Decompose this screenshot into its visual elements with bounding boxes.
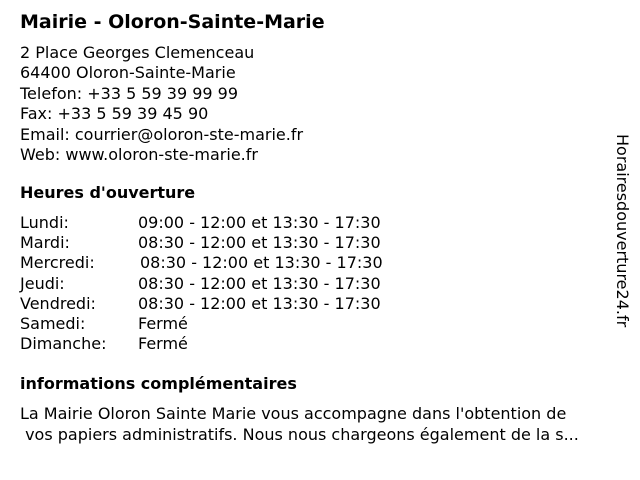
city-address: 64400 Oloron-Sainte-Marie bbox=[20, 63, 236, 83]
time-value: 08:30 - 12:00 et 13:30 - 17:30 bbox=[138, 233, 381, 253]
hours-heading: Heures d'ouverture bbox=[20, 183, 196, 202]
day-label: Mercredi: bbox=[20, 253, 95, 273]
description-line: vos papiers administratifs. Nous nous chargeons également de la s... bbox=[20, 425, 579, 444]
day-label: Samedi: bbox=[20, 313, 86, 333]
hours-row-tuesday bbox=[20, 233, 460, 253]
watermark-text: Horairesdouverture24.fr bbox=[613, 134, 632, 328]
hours-row-friday bbox=[20, 294, 460, 314]
day-label: Dimanche: bbox=[20, 334, 107, 354]
opening-hours-table bbox=[20, 213, 460, 354]
time-value: 09:00 - 12:00 et 13:30 - 17:30 bbox=[138, 213, 381, 232]
info-heading: informations complémentaires bbox=[20, 374, 297, 393]
time-value: 08:30 - 12:00 et 13:30 - 17:30 bbox=[140, 253, 383, 273]
hours-row-monday bbox=[20, 213, 460, 233]
day-label: Vendredi: bbox=[20, 293, 96, 313]
description-line: La Mairie Oloron Sainte Marie vous accompagne dans l'obtention de bbox=[20, 404, 567, 423]
time-value: Fermé bbox=[138, 313, 188, 333]
website: Web: www.oloron-ste-marie.fr bbox=[20, 144, 258, 164]
watermark bbox=[610, 134, 634, 344]
hours-row-wednesday bbox=[20, 253, 460, 273]
day-label: Mardi: bbox=[20, 233, 70, 253]
time-value: 08:30 - 12:00 et 13:30 - 17:30 bbox=[138, 273, 381, 293]
phone-number: Telefon: +33 5 59 39 99 99 bbox=[20, 83, 239, 103]
time-value: 08:30 - 12:00 et 13:30 - 17:30 bbox=[138, 293, 381, 313]
day-label: Jeudi: bbox=[20, 273, 65, 293]
contact-block bbox=[20, 43, 303, 165]
description bbox=[20, 403, 632, 445]
fax-number: Fax: +33 5 59 39 45 90 bbox=[20, 104, 209, 124]
street-address: 2 Place Georges Clemenceau bbox=[20, 43, 255, 62]
day-label: Lundi: bbox=[20, 213, 69, 232]
hours-row-thursday bbox=[20, 274, 460, 294]
page-title: Mairie - Oloron-Sainte-Marie bbox=[20, 11, 325, 33]
email-address: Email: courrier@oloron-ste-marie.fr bbox=[20, 124, 304, 144]
time-value: Fermé bbox=[138, 334, 188, 354]
hours-row-saturday bbox=[20, 314, 460, 334]
hours-row-sunday bbox=[20, 334, 460, 354]
